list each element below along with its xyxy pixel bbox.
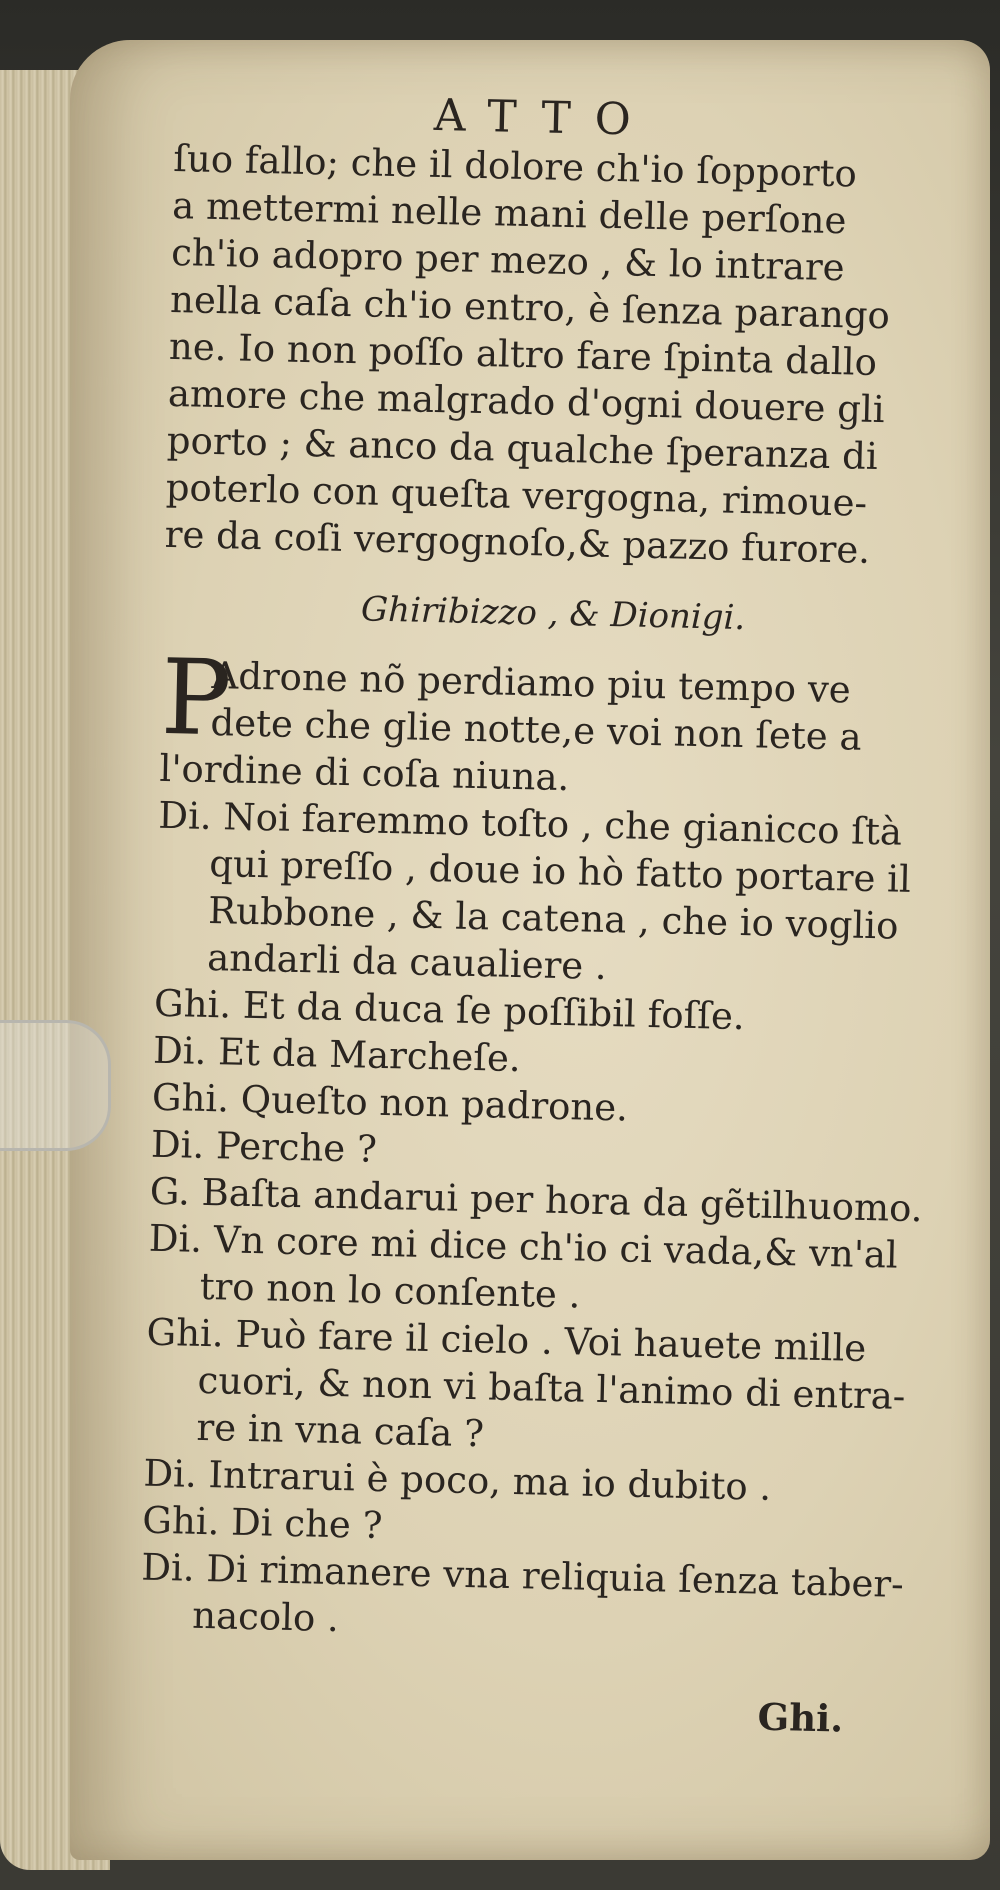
speech-line: Di rimanere vna reliquia ſenza taber- — [205, 1547, 905, 1606]
speech-line: Intrarui è poco, ma io dubito . — [208, 1453, 772, 1509]
speech-line: Et da Marcheſe. — [217, 1030, 522, 1081]
text-line: dete che glie notte,e voi non ſete a — [210, 700, 863, 759]
speaker-label: Ghi. — [146, 1310, 225, 1356]
speaker-label: Di. — [152, 1028, 207, 1073]
speech — [144, 1309, 927, 1468]
dialogue — [140, 792, 939, 1655]
text-line: ſuo fallo; che il dolore ch'io ſopporto — [172, 136, 858, 196]
speaker-label: Di. — [140, 1545, 196, 1590]
speaker-label: Ghi. — [151, 1075, 230, 1121]
text-line: nella caſa ch'io entro, è ſenza parango — [169, 277, 891, 338]
speech-line: Di che ? — [230, 1500, 383, 1548]
opening-speech — [159, 635, 942, 810]
speech-line: andarli da caualiere . — [206, 935, 608, 989]
speaker-label: Ghi. — [153, 981, 232, 1027]
speech-line: Queſto non padrone. — [240, 1077, 629, 1130]
speaker-label: Di. — [157, 793, 213, 839]
page-clip — [0, 1020, 111, 1151]
speech — [155, 792, 939, 998]
scene-heading: Ghiribizzo , & Dionigi. — [360, 589, 746, 639]
speech-line: Vn core mi dice ch'io ci vada,& vn'al — [213, 1218, 899, 1277]
speech-line: Può fare il cielo . Voi hauete mille — [234, 1312, 867, 1371]
speech-line: Et da duca ſe poſſibil foſſe. — [242, 983, 746, 1039]
page-text — [138, 86, 955, 1744]
catchword: Ghi. — [757, 1694, 844, 1741]
speech — [140, 1544, 922, 1656]
speech-line: Rubbone , & la catena , che io voglio — [207, 888, 899, 948]
speaker-label: Ghi. — [141, 1498, 220, 1544]
speech-line: Baſta andarui per hora da gẽtilhuomo. — [201, 1170, 924, 1231]
speech-line: nacolo . — [191, 1593, 340, 1641]
text-line: poterlo con queſta vergogna, rimoue- — [165, 465, 868, 525]
text-line: Adrone nõ perdiamo piu tempo ve — [211, 653, 852, 712]
drop-cap: P — [159, 635, 233, 760]
text-line: a mettermi nelle mani delle perſone — [171, 183, 847, 243]
speech-line: Perche ? — [215, 1124, 378, 1171]
text-line: ch'io adopro per mezo , & lo intrare — [170, 230, 846, 290]
text-line: l'ordine di coſa niuna. — [159, 746, 570, 800]
speech — [147, 1215, 929, 1327]
text-line: ne. Io non poſſo altro fare ſpinta dallo — [168, 324, 878, 384]
speech-line: Noi faremmo toſto , che gianicco ſtà — [222, 795, 903, 854]
speech-line: re in vna caſa ? — [196, 1405, 485, 1456]
speech-line: cuori, & non vi baſta l'animo di entra- — [197, 1358, 906, 1418]
running-header: ATTO — [433, 89, 656, 146]
speaker-label: Di. — [150, 1122, 205, 1167]
speech-line: qui preſſo , doue io hò fatto portare il — [208, 841, 912, 901]
paragraph — [164, 135, 953, 576]
speaker-label: Di. — [143, 1451, 198, 1496]
text-line: amore che malgrado d'ogni douere gli — [167, 371, 886, 432]
text-line: re da coſi vergognoſo,& pazzo furore. — [164, 512, 871, 572]
text-line: porto ; & anco da qualche ſperanza di — [166, 418, 879, 479]
speech-line: tro non lo conſente . — [199, 1264, 581, 1317]
speaker-label: G. — [149, 1169, 191, 1214]
speaker-label: Di. — [148, 1216, 203, 1261]
